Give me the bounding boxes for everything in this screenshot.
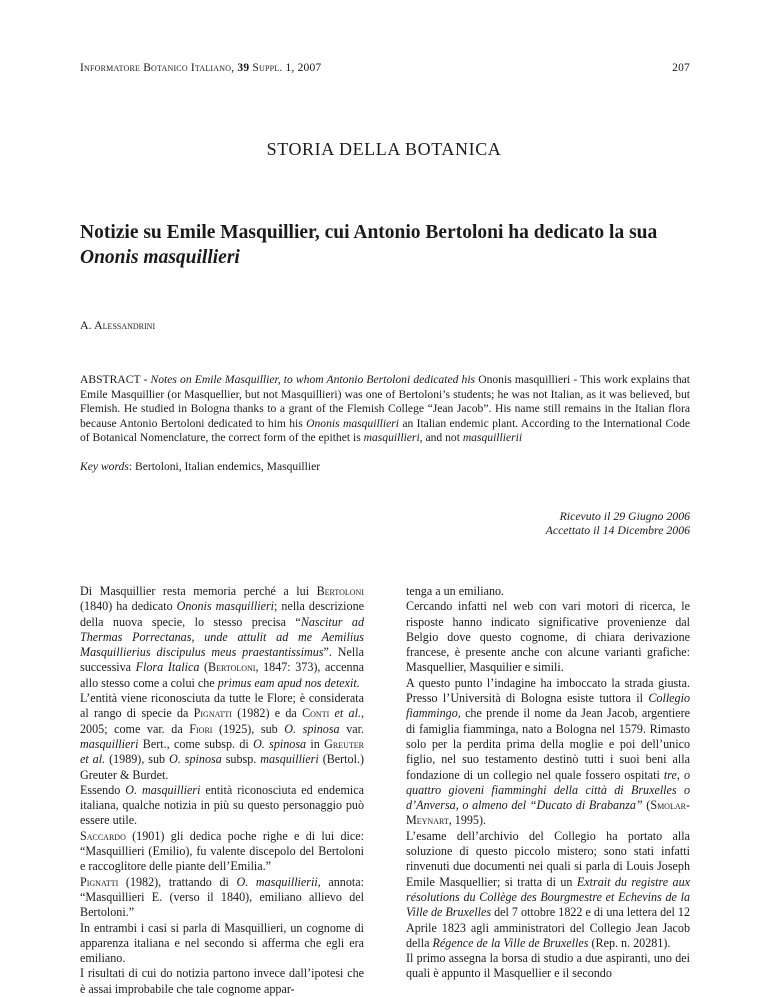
paragraph: I risultati di cui do notizia partono invece dall’ipotesi che è assai improbabile che tale cognome appar-: [80, 966, 364, 996]
paragraph: A questo punto l’indagine ha imboccato la strada giusta. Presso l’Università di Bologna esiste tuttora il Collegio fiammingo, che prende il nome da Jean Jacob, argentiere di famiglia fiamminga, nato a Bologna nel 1579. Rimasto solo per la perdita prima della moglie e poi dell’unico figlio, nel suo testamento destinò tutti i suoi beni alla fondazione di un collegio nel quale fossero ospitati tre, o quattro gioveni fiamminghi della città di Bruxelles o d’Anversa, o almeno del “Ducato di Brabanza” (Smolar-Meynart, 1995).: [406, 675, 690, 828]
section-title: STORIA DELLA BOTANICA: [266, 139, 502, 159]
page-number: 207: [672, 62, 690, 74]
received-dates: Ricevuto il 29 Giugno 2006 Accettato il 14 Dicembre 2006: [545, 509, 690, 537]
body-column-right: [406, 584, 690, 982]
paragraph: Il primo assegna la borsa di studio a due aspiranti, uno dei quali è appunto il Masquellier e il secondo: [406, 951, 690, 981]
paragraph: tenga a un emiliano.: [406, 584, 505, 598]
author: A. Alessandrini: [80, 318, 156, 332]
paragraph: L’entità viene riconosciuta da tutte le Flore; è considerata al rango di specie da Pignatti (1982) e da Conti et al., 2005; come var. da Fiori (1925), sub O. spinosa var. masquillieri Bert., come subsp. di O. spinosa in Greuter et al. (1989), sub O. spinosa subsp. masquillieri (Bertol.) Greuter & Burdet.: [80, 691, 364, 782]
paragraph: L’esame dell’archivio del Collegio ha portato alla soluzione di questo piccolo mistero; sono stati infatti rinvenuti due documenti nei quali si parla di Louis Joseph Emile Masquellier; si tratta di un Extrait du registre aux résolutions du Collège des Bourgmestre et Echevins de la Ville de Bruxelles del 7 ottobre 1822 e di una lettera del 12 Aprile 1823 agli amministratori del Collegio Jean Jacob della Régence de la Ville de Bruxelles (Rep. n. 20281).: [406, 828, 690, 950]
paragraph: Di Masquillier resta memoria perché a lui Bertoloni (1840) ha dedicato Ononis masquillieri; nella descrizione della nuova specie, lo stesso precisa “Nascitur ad Thermas Porrectanas, unde attulit ad me Aemilius Masquillierius discipulus meus praestantissimus”. Nella successiva Flora Italica (Bertoloni, 1847: 373), accenna allo stesso come a colui che primus eam apud nos detexit.: [80, 584, 364, 690]
abstract: ABSTRACT - Notes on Emile Masquillier, to whom Antonio Bertoloni dedicated his Ononis masquillieri - This work explains that Emile Masquillier (or Masquellier, but not Masquillieri) was one of Bertoloni’s students; he was not Italian, as it was believed, but Flemish. He studied in Bologna thanks to a grant of the Flemish College “Jean Jacob”. His name still remains in the Italian flora because Antonio Bertoloni dedicated to him his Ononis masquillieri an Italian endemic plant. According to the International Code of Botanical Nomenclature, the correct form of the epithet is masquillieri, and not masquillierii: [80, 373, 691, 445]
journal-citation: Informatore Botanico Italiano, 39 Suppl. 1, 2007: [80, 62, 322, 74]
body-column-left: [80, 584, 364, 997]
article-title: Notizie su Emile Masquillier, cui Antonio Bertoloni ha dedicato la sua Ononis masquillieri: [80, 222, 658, 268]
paragraph: Pignatti (1982), trattando di O. masquillierii, annota: “Masquillieri E. (verso il 1840), emiliano allievo del Bertoloni.”: [80, 874, 364, 920]
paragraph: Essendo O. masquillieri entità riconosciuta ed endemica italiana, qualche notizia in più su questo personaggio può essere utile.: [80, 782, 364, 828]
running-head: [80, 62, 690, 74]
paragraph: In entrambi i casi si parla di Masquillieri, un cognome di apparenza italiana e nel secondo si afferma che egli era emiliano.: [80, 920, 364, 966]
keywords: Key words: Bertoloni, Italian endemics, Masquillier: [80, 460, 321, 473]
paragraph: Saccardo (1901) gli dedica poche righe e di lui dice: “Masquillieri (Emilio), fu valente discepolo del Bertoloni e raccoglitore delle piante dell’Emilia.”: [80, 828, 364, 874]
paragraph: Cercando infatti nel web con vari motori di ricerca, le risposte hanno indicato significative provenienze dal Belgio dove questo cognome, di chiara derivazione francese, è presente anche con alcune varianti grafiche: Masquellier, Masquilier e simili.: [406, 599, 690, 675]
